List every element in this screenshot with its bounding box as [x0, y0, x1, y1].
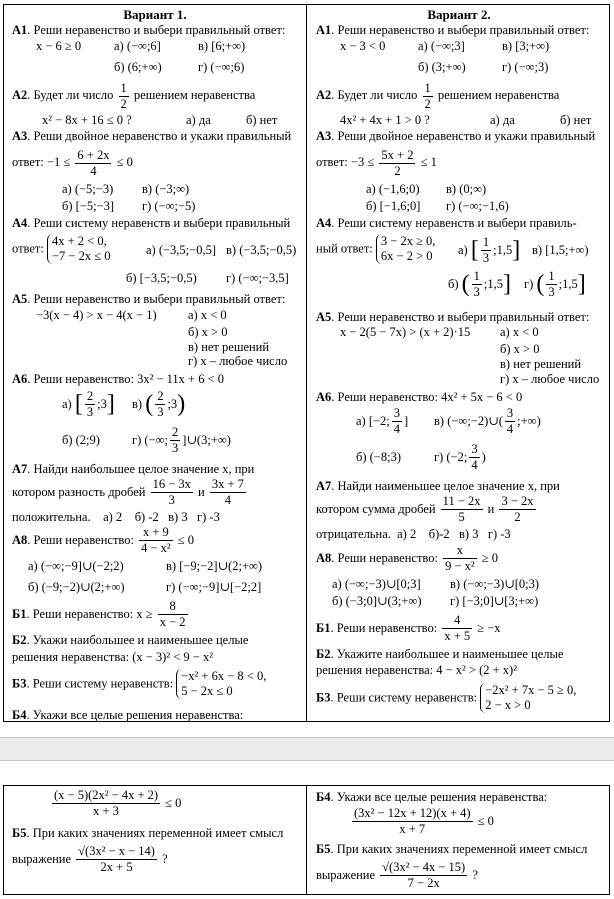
option-v: в) [3;+∞) [502, 39, 550, 53]
task-b5-expr: выражение $\frac{\text{√(3x² − x − 14)}}{2x + 5}$ ? [12, 844, 168, 874]
task-a4: А4. Реши систему неравенств и выбери правильный [12, 216, 291, 230]
task-b1: Б1. Реши неравенство: x ≥ $\frac{8}{x - 2}$ [12, 599, 186, 629]
task-a1-expr: x − 6 ≥ 0 [36, 39, 82, 53]
worksheet-page-1 [3, 4, 610, 722]
task-b5: Б5. При каких значениях переменной имеет смысл [316, 842, 588, 856]
option-a: а) (−5;−3) [62, 182, 114, 196]
option-a: а) (−∞;−3)∪[0;3] [332, 577, 421, 591]
option-a: а) (−3,5;−0,5] [146, 243, 216, 257]
task-b4-expr: $\frac{\text{(x − 5)(2x² − 4x + 2)}}{x + 3}$ ≤ 0 [54, 788, 182, 818]
task-b4-expr: $\frac{\text{(3x² − 12x + 12)(x + 4)}}{x + 7}$ ≤ 0 [354, 806, 494, 836]
option-v: в) [6;+∞) [198, 39, 246, 53]
option-v: в) (−3;∞) [142, 182, 190, 196]
task-b5: Б5. При каких значениях переменной имеет смысл [12, 826, 284, 840]
task-a4: А4. Реши систему неравенств и выбери правиль- [316, 216, 577, 230]
option-b: б) (−3;0]∪(3;+∞) [332, 594, 422, 608]
task-a7-expr: котором сумма дробей $\frac{11 - 2x}{5}$ и $\frac{3 - 2x}{2}$ [316, 494, 534, 524]
task-b2: Б2. Укажите наибольшее и наименьшее целые [316, 647, 564, 661]
task-a3-expr: ответ: −1 ≤ $\frac{6 + 2x}{4}$ ≤ 0 [12, 148, 133, 178]
task-b3: Б3. Реши систему неравенств: −2x² + 7x − 5 ≥ 0, 2 − x > 0 [316, 683, 577, 712]
task-a8: А8. Реши неравенство: $\frac{x}{\text{9 − x²}}$ ≥ 0 [316, 543, 499, 573]
option-b: б) (2;9) [62, 433, 100, 447]
option-v: в) нет решений [500, 357, 582, 371]
option-g: г) x – любое число [500, 372, 600, 386]
option-g: г) (−∞;6) [198, 60, 245, 74]
page-gap-top-edge [0, 737, 614, 738]
option-g: г) (−∞;−5) [142, 199, 196, 213]
task-a3: А3. Реши двойное неравенство и укажи правильный [316, 129, 596, 143]
task-a2-expr: x² − 8x + 16 ≤ 0 ? [42, 113, 132, 127]
option-v: в) (−3,5;−0,5) [226, 243, 297, 257]
task-b5-expr: выражение $\frac{\text{√(3x² − 4x − 15)}}{7 - 2x}$ ? [316, 860, 478, 890]
task-b4: Б4. Укажи все целые решения неравенства: [316, 790, 548, 804]
option-b: б) x > 0 [188, 325, 228, 339]
option-a: а) [−2; $\frac{3}{4}$ ] [356, 406, 409, 436]
option-a: а) (−∞;−9]∪(−2;2) [28, 559, 124, 573]
variant-1-title: Вариант 1. [123, 7, 187, 22]
option-b: б) (3;+∞) [418, 60, 466, 74]
option-a: а) да [186, 113, 211, 127]
option-b: б) (6;+∞) [114, 60, 162, 74]
option-g: г) [−3;0]∪[3;+∞) [450, 594, 539, 608]
variant-2-column [310, 5, 608, 712]
task-b2-expr: решения неравенства: (x − 3)² < 9 − x² [12, 650, 213, 664]
option-b: б) [−1,6;0] [366, 199, 421, 213]
task-a5-expr: −3(x − 4) > x − 4(x − 1) [36, 308, 157, 322]
option-b: б) нет [246, 113, 278, 127]
task-a7: А7. Найди наименьшее целое значение х, при [316, 479, 560, 493]
option-a: а) [ $\frac{2}{3}$ ;3] [62, 389, 115, 419]
task-b2: Б2. Укажи наибольшее и наименьшее целые [12, 633, 249, 647]
task-a4-system: ответ: 4x + 2 < 0, −7 − 2x ≤ 0 [12, 234, 111, 263]
task-a6: А6. Реши неравенство: 4x² + 5x − 6 < 0 [316, 390, 523, 404]
option-a: а) x < 0 [500, 325, 539, 339]
option-b: б) ( $\frac{1}{3}$ ;1,5] [448, 269, 512, 299]
option-g: г) (−∞;−3,5] [226, 271, 289, 285]
task-a7-options: отрицательна. а) 2 б)-2 в) 3 г) -3 [316, 527, 511, 541]
option-v: в) (−∞;−2)∪( $\frac{3}{4}$ ;+∞) [434, 406, 541, 436]
page-gap [0, 737, 614, 761]
task-a7-options: положительна. а) 2 б) -2 в) 3 г) -3 [12, 510, 220, 524]
task-b3: Б3. Реши систему неравенств: −x² + 6x − 8 < 0, 5 − 2x ≤ 0 [12, 669, 267, 698]
option-a: а) (−1,6;0) [366, 182, 420, 196]
task-a5: А5. Реши неравенство и выбери правильный ответ: [12, 292, 286, 306]
option-g: г) (−∞;3) [502, 60, 549, 74]
option-a: а) x < 0 [188, 308, 227, 322]
task-b1: Б1. Реши неравенство: $\frac{4}{x + 5}$ ≥ −x [316, 613, 501, 643]
option-g: г) (−∞; $\frac{2}{3}$ ]∪(3;+∞) [132, 425, 231, 455]
option-a: а) да [490, 113, 515, 127]
option-g: г) (−∞;−9]∪[−2;2] [166, 580, 262, 594]
variant-2-title: Вариант 2. [427, 7, 491, 22]
option-g: г) (−2; $\frac{3}{4}$ ) [434, 442, 486, 472]
task-a1: А1. Реши неравенство и выбери правильный ответ: [316, 23, 590, 37]
task-a2: А2. Будет ли число $\frac{1}{2}$ решением неравенства [12, 81, 256, 111]
option-g: г) (−∞;−1,6) [446, 199, 509, 213]
option-b: б) (−9;−2)∪(2;+∞) [28, 580, 125, 594]
option-g: г) x – любое число [188, 354, 288, 368]
task-b4: Б4. Укажи все целые решения неравенства: [12, 708, 244, 722]
option-v: в) (0;∞) [446, 182, 487, 196]
option-v: в) [−9;−2]∪(2;+∞) [166, 559, 263, 573]
task-a5-expr: x − 2(5 − 7x) > (x + 2)·15 [340, 325, 471, 339]
column-divider [306, 5, 307, 721]
task-a5: А5. Реши неравенство и выбери правильный ответ: [316, 310, 590, 324]
task-a7-expr: котором разность дробей $\frac{16 - 3x}{3}$ и $\frac{3x + 7}{4}$ [12, 477, 244, 507]
option-b: б) [−5;−3] [62, 199, 115, 213]
option-a: а) (−∞;6] [114, 39, 161, 53]
task-a6: А6. Реши неравенство: 3x² − 11x + 6 < 0 [12, 372, 225, 386]
task-a4-system: ный ответ: 3 − 2x ≥ 0, 6x − 2 > 0 [316, 234, 436, 263]
task-a2: А2. Будет ли число $\frac{1}{2}$ решением неравенства [316, 81, 560, 111]
task-a2-expr: 4x² + 4x + 1 > 0 ? [340, 113, 430, 127]
worksheet-page-2 [3, 785, 610, 895]
task-a8: А8. Реши неравенство: $\frac{x + 9}{\text{4 − x²}}$ ≤ 0 [12, 525, 195, 555]
option-b: б) (−8;3) [356, 450, 401, 464]
option-v: в) нет решений [188, 340, 270, 354]
option-a: а) (−∞;3] [418, 39, 465, 53]
task-a1-expr: x − 3 < 0 [340, 39, 386, 53]
variant-1-column [6, 5, 304, 722]
task-b2-expr: решения неравенства: 4 − x² > (2 + x)² [316, 663, 517, 677]
column-divider [306, 786, 307, 894]
page-gap-bottom-edge [0, 760, 614, 761]
option-b: б) x > 0 [500, 342, 540, 356]
option-a: а) [ $\frac{1}{3}$ ;1,5] [458, 235, 521, 265]
option-b: б) [−3,5;−0,5) [126, 271, 197, 285]
option-v: в) (−∞;−3)∪[0;3) [450, 577, 540, 591]
option-v: в) [1,5;+∞) [532, 243, 589, 257]
option-v: в) ( $\frac{2}{3}$ ;3) [132, 389, 186, 419]
task-a3-expr: ответ: −3 ≤ $\frac{5x + 2}{2}$ ≤ 1 [316, 148, 437, 178]
option-b: б) нет [560, 113, 592, 127]
task-a1: А1. Реши неравенство и выбери правильный ответ: [12, 23, 286, 37]
option-g: г) ( $\frac{1}{3}$ ;1,5] [524, 269, 586, 299]
task-a7: А7. Найди наибольшее целое значение х, при [12, 462, 255, 476]
task-a3: А3. Реши двойное неравенство и укажи правильный [12, 129, 292, 143]
